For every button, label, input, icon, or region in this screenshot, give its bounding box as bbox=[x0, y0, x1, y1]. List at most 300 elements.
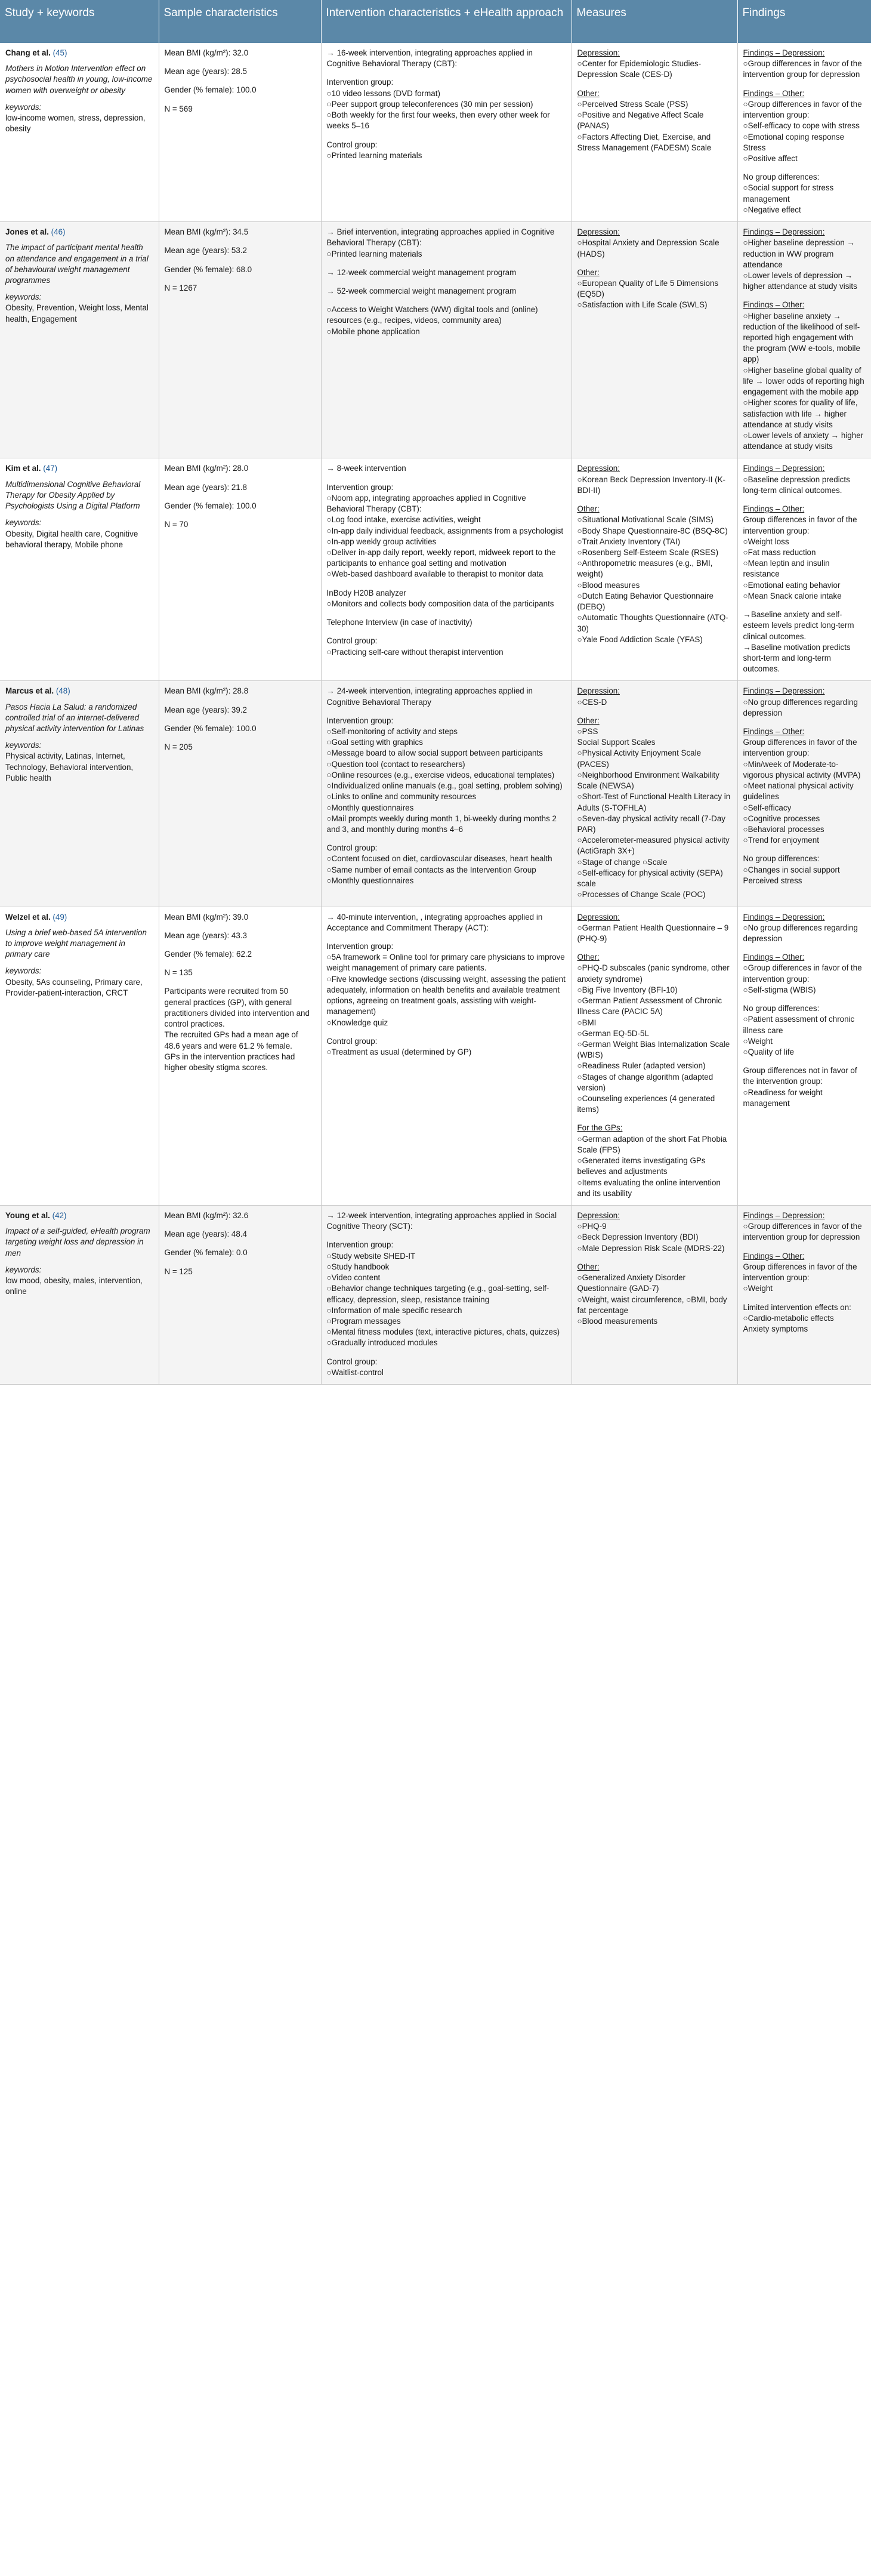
header-intervention: Intervention characteristics + eHealth approach bbox=[321, 0, 572, 43]
spacer bbox=[327, 1028, 566, 1036]
measures-line: ○Big Five Inventory (BFI-10) bbox=[577, 985, 678, 994]
sample-cell bbox=[159, 222, 321, 458]
findings-line: ○Higher baseline anxiety → reduction of the likelihood of self-reported high engagement with the program (WW e-tools, mobile app) bbox=[743, 311, 860, 364]
measures-line: Other: bbox=[577, 716, 600, 725]
measures-line: ○German adaption of the short Fat Phobia Scale (FPS) bbox=[577, 1134, 727, 1154]
sample-line: Mean age (years): 39.2 bbox=[164, 705, 247, 714]
measures-line: ○Accelerometer-measured physical activity (ActiGraph 3X+) bbox=[577, 836, 730, 856]
intervention-line: → 12-week intervention, integrating approaches applied in Social Cognitive Theory (SCT): bbox=[326, 1211, 557, 1231]
study-citation bbox=[5, 48, 153, 58]
spacer bbox=[327, 297, 566, 304]
measures-cell bbox=[572, 1206, 737, 1385]
keywords-label: keywords: bbox=[5, 102, 42, 112]
findings-line: ○Weight bbox=[743, 1284, 773, 1293]
spacer bbox=[327, 69, 566, 77]
keywords-label-text: keywords bbox=[5, 292, 39, 302]
intervention-line: ○Content focused on diet, cardiovascular diseases, heart health bbox=[326, 854, 552, 864]
study-author: Welzel et al. bbox=[5, 912, 51, 922]
keywords-list: low-income women, stress, depression, obesity bbox=[5, 113, 146, 134]
study-citation bbox=[5, 227, 153, 238]
keywords-label-text: keywords bbox=[5, 966, 39, 976]
intervention-cell bbox=[321, 43, 572, 222]
findings-line: ○Group differences in favor of the intervention group for depression bbox=[743, 59, 862, 79]
study-cell bbox=[0, 1206, 159, 1385]
findings-line: Findings – Depression: bbox=[743, 1211, 825, 1220]
study-citation bbox=[5, 686, 153, 697]
reference-link[interactable]: (45) bbox=[52, 48, 67, 57]
spacer bbox=[743, 996, 866, 1003]
study-cell bbox=[0, 43, 159, 222]
measures-line: ○Blood measurements bbox=[577, 1316, 658, 1326]
spacer bbox=[165, 960, 316, 967]
sample-line: Gender (% female): 0.0 bbox=[164, 1248, 248, 1258]
findings-line: Findings – Other: bbox=[743, 953, 805, 962]
findings-line: ○Fat mass reduction bbox=[743, 547, 816, 557]
study-title: Pasos Hacia La Salud: a randomized controlled trial of an internet-delivered physical activity intervention for Latinas bbox=[5, 702, 144, 734]
intervention-line: → Brief intervention, integrating approaches applied in Cognitive Behavioral Therapy (CBT): bbox=[326, 227, 555, 248]
findings-line: →Baseline motivation predicts short-term and long-term outcomes. bbox=[743, 642, 851, 674]
intervention-line: ○Log food intake, exercise activities, weight bbox=[326, 515, 481, 525]
header-measures: Measures bbox=[572, 0, 737, 43]
intervention-line: ○Online resources (e.g., exercise videos, educational templates) bbox=[326, 770, 555, 779]
findings-line: ○Quality of life bbox=[743, 1047, 794, 1056]
spacer bbox=[165, 978, 316, 986]
intervention-line: ○In-app daily individual feedback, assignments from a psychologist bbox=[326, 526, 564, 535]
measures-line: ○German Patient Health Questionnaire – 9 (PHQ-9) bbox=[577, 923, 729, 943]
intervention-line: Control group: bbox=[326, 140, 378, 149]
keywords-list: Obesity, Prevention, Weight loss, Mental health, Engagement bbox=[5, 303, 149, 323]
study-citation bbox=[5, 1210, 153, 1221]
sample-line: Mean BMI (kg/m²): 32.0 bbox=[164, 48, 249, 57]
sample-line: Mean BMI (kg/m²): 28.8 bbox=[164, 686, 249, 696]
findings-line: ○Positive affect bbox=[743, 153, 798, 163]
intervention-line: ○Deliver in-app daily report, weekly report, midweek report to the participants to enhance goal setting and motivation bbox=[326, 547, 556, 568]
findings-line: ○Changes in social support Perceived stress bbox=[743, 865, 840, 885]
findings-line: ○Self-efficacy to cope with stress bbox=[743, 121, 860, 131]
spacer bbox=[743, 846, 866, 853]
measures-cell bbox=[572, 43, 737, 222]
findings-cell bbox=[737, 222, 871, 458]
intervention-line: → 12-week commercial weight management program bbox=[326, 267, 517, 277]
intervention-line: Intervention group: bbox=[326, 941, 394, 951]
measures-line: ○Seven-day physical activity recall (7-Day PAR) bbox=[577, 814, 725, 834]
findings-line: ○Weight bbox=[743, 1036, 773, 1046]
sample-line: Mean BMI (kg/m²): 28.0 bbox=[164, 464, 249, 473]
findings-line: ○Self-stigma (WBIS) bbox=[743, 985, 816, 994]
intervention-line: ○In-app weekly group activities bbox=[326, 537, 437, 546]
measures-line: Other: bbox=[577, 504, 600, 514]
findings-cell bbox=[737, 458, 871, 681]
table-row bbox=[0, 458, 871, 681]
spacer bbox=[577, 496, 732, 504]
spacer bbox=[165, 734, 316, 742]
spacer bbox=[165, 1259, 316, 1267]
findings-line: ○Emotional eating behavior bbox=[743, 580, 841, 590]
intervention-line: ○Practicing self-care without therapist intervention bbox=[326, 647, 504, 657]
intervention-line: ○Video content bbox=[326, 1273, 381, 1283]
keywords-label: keywords: bbox=[5, 292, 42, 302]
findings-line: ○Trend for enjoyment bbox=[743, 836, 819, 845]
findings-cell bbox=[737, 1206, 871, 1385]
spacer bbox=[165, 58, 316, 66]
intervention-line: Telephone Interview (in case of inactivity) bbox=[326, 618, 472, 627]
measures-line: Other: bbox=[577, 267, 600, 277]
sample-line: N = 1267 bbox=[164, 283, 197, 292]
measures-line: Depression: bbox=[577, 912, 620, 922]
sample-line: N = 70 bbox=[164, 520, 189, 529]
keywords-list: Obesity, Digital health care, Cognitive behavioral therapy, Mobile phone bbox=[5, 529, 138, 549]
sample-line: Mean BMI (kg/m²): 39.0 bbox=[164, 912, 249, 922]
measures-line: ○Stages of change algorithm (adapted version) bbox=[577, 1072, 714, 1092]
findings-line: ○Group differences in favor of the intervention group for depression bbox=[743, 1222, 862, 1242]
spacer bbox=[327, 835, 566, 843]
sample-cell bbox=[159, 1206, 321, 1385]
intervention-line: Control group: bbox=[326, 1357, 378, 1366]
sample-line: Gender (% female): 62.2 bbox=[164, 949, 252, 959]
findings-line: ○No group differences regarding depression bbox=[743, 697, 858, 717]
findings-line: Findings – Depression: bbox=[743, 686, 825, 696]
sample-cell bbox=[159, 681, 321, 907]
study-cell bbox=[0, 907, 159, 1205]
measures-line: ○Perceived Stress Scale (PSS) bbox=[577, 99, 688, 109]
keywords-label-text: keywords bbox=[5, 1265, 39, 1274]
spacer bbox=[743, 1243, 866, 1251]
spacer bbox=[327, 708, 566, 716]
spacer bbox=[327, 132, 566, 140]
intervention-cell bbox=[321, 681, 572, 907]
intervention-line: ○Gradually introduced modules bbox=[326, 1338, 438, 1348]
findings-line: ○Lower levels of anxiety → higher attendance at study visits bbox=[743, 431, 864, 451]
findings-line: ○Self-efficacy bbox=[743, 803, 792, 812]
measures-line: ○Satisfaction with Life Scale (SWLS) bbox=[577, 300, 708, 310]
findings-line: Findings – Depression: bbox=[743, 464, 825, 473]
intervention-line: ○Behavior change techniques targeting (e.g., goal-setting, self-efficacy, depression, sleep, resistance training bbox=[326, 1284, 549, 1304]
sample-line: Gender (% female): 100.0 bbox=[164, 723, 257, 733]
findings-line: Group differences in favor of the intervention group: bbox=[743, 1262, 857, 1283]
measures-line: ○Stage of change ○Scale bbox=[577, 857, 668, 867]
findings-line: ○No group differences regarding depression bbox=[743, 923, 858, 943]
spacer bbox=[577, 1115, 732, 1123]
measures-line: Other: bbox=[577, 953, 600, 962]
measures-line: ○Factors Affecting Diet, Exercise, and Stress Management (FADESM) Scale bbox=[577, 132, 712, 152]
intervention-line: ○Study handbook bbox=[326, 1262, 390, 1271]
header-row bbox=[0, 0, 871, 43]
spacer bbox=[165, 511, 316, 519]
spacer bbox=[165, 716, 316, 723]
keywords-label-text: keywords bbox=[5, 741, 39, 750]
intervention-line: ○Links to online and community resources bbox=[326, 792, 477, 802]
sample-cell bbox=[159, 907, 321, 1205]
findings-line: Findings – Other: bbox=[743, 300, 805, 310]
findings-line: ○Cognitive processes bbox=[743, 814, 820, 823]
intervention-line: → 40-minute intervention, , integrating approaches applied in Acceptance and Commitment Therapy (ACT): bbox=[326, 912, 543, 932]
measures-line: ○Generated items investigating GPs believes and adjustments bbox=[577, 1156, 706, 1176]
intervention-line: ○Monitors and collects body composition data of the participants bbox=[326, 599, 554, 608]
findings-line: Findings – Depression: bbox=[743, 48, 825, 57]
study-citation bbox=[5, 463, 153, 474]
measures-line: ○Rosenberg Self-Esteem Scale (RSES) bbox=[577, 547, 719, 557]
sample-line: Mean BMI (kg/m²): 34.5 bbox=[164, 227, 249, 237]
spacer bbox=[165, 257, 316, 264]
spacer bbox=[743, 164, 866, 172]
intervention-line: ○Information of male specific research bbox=[326, 1305, 462, 1315]
measures-line: ○CES-D bbox=[577, 697, 607, 707]
intervention-line: ○Message board to allow social support between participants bbox=[326, 748, 543, 758]
spacer bbox=[165, 77, 316, 85]
sample-line: Mean age (years): 28.5 bbox=[164, 67, 247, 76]
measures-line: For the GPs: bbox=[577, 1123, 623, 1133]
findings-line: →Baseline anxiety and self-esteem levels predict long-term clinical outcomes. bbox=[743, 610, 854, 641]
spacer bbox=[165, 275, 316, 283]
spacer bbox=[165, 941, 316, 949]
findings-line: ○Patient assessment of chronic illness care bbox=[743, 1015, 855, 1035]
findings-cell bbox=[737, 43, 871, 222]
measures-line: ○Self-efficacy for physical activity (SEPA) scale bbox=[577, 868, 723, 889]
keywords-label: keywords: bbox=[5, 1265, 42, 1274]
measures-line: ○PHQ-9 bbox=[577, 1222, 607, 1231]
intervention-cell bbox=[321, 907, 572, 1205]
intervention-line: ○Noom app, integrating approaches applied in Cognitive Behavioral Therapy (CBT): bbox=[326, 493, 526, 514]
spacer bbox=[327, 260, 566, 267]
spacer bbox=[577, 81, 732, 88]
spacer bbox=[165, 238, 316, 245]
measures-line: ○Short-Test of Functional Health Literacy in Adults (S-TOFHLA) bbox=[577, 792, 731, 812]
findings-line: ○Min/week of Moderate-to-vigorous physical activity (MVPA) bbox=[743, 759, 861, 779]
findings-line: Findings – Other: bbox=[743, 504, 805, 514]
sample-line: N = 135 bbox=[164, 968, 193, 978]
sample-cell bbox=[159, 458, 321, 681]
reference-link[interactable]: (47) bbox=[43, 464, 58, 473]
measures-cell bbox=[572, 458, 737, 681]
findings-line: ○Mean Snack calorie intake bbox=[743, 591, 842, 600]
intervention-line: ○Self-monitoring of activity and steps bbox=[326, 727, 458, 737]
spacer bbox=[743, 944, 866, 952]
study-author: Young et al. bbox=[5, 1211, 50, 1220]
measures-line: ○Counseling experiences (4 generated items) bbox=[577, 1094, 715, 1114]
table-row bbox=[0, 907, 871, 1205]
spacer bbox=[743, 292, 866, 300]
spacer bbox=[327, 609, 566, 617]
intervention-line: ○Question tool (contact to researchers) bbox=[326, 759, 465, 769]
keywords-list: low mood, obesity, males, intervention, online bbox=[5, 1276, 143, 1296]
measures-line: ○Beck Depression Inventory (BDI) bbox=[577, 1232, 699, 1242]
spacer bbox=[165, 493, 316, 501]
intervention-line: Intervention group: bbox=[326, 716, 394, 725]
findings-line: ○Emotional coping response bbox=[743, 132, 845, 141]
findings-line: No group differences: bbox=[743, 172, 820, 182]
measures-line: ○PHQ-D subscales (panic syndrome, other anxiety syndrome) bbox=[577, 963, 730, 984]
sample-line: Gender (% female): 100.0 bbox=[164, 501, 257, 510]
intervention-line: ○Mail prompts weekly during month 1, bi-weekly during months 2 and 3, and monthly during months 4–6 bbox=[326, 814, 557, 834]
measures-line: ○Blood measures bbox=[577, 580, 640, 590]
measures-line: ○Center for Epidemiologic Studies-Depression Scale (CES-D) bbox=[577, 59, 702, 79]
sample-line: Gender (% female): 100.0 bbox=[164, 85, 257, 95]
measures-line: ○German EQ-5D-5L bbox=[577, 1028, 649, 1038]
findings-line: Findings – Other: bbox=[743, 727, 805, 737]
header-findings: Findings bbox=[737, 0, 871, 43]
spacer bbox=[743, 81, 866, 88]
spacer bbox=[327, 628, 566, 636]
measures-line: ○Trait Anxiety Inventory (TAI) bbox=[577, 537, 681, 546]
measures-line: ○Physical Activity Enjoyment Scale (PACES) bbox=[577, 748, 702, 769]
intervention-line: Control group: bbox=[326, 843, 378, 853]
measures-line: ○Yale Food Addiction Scale (YFAS) bbox=[577, 634, 703, 644]
measures-line: Other: bbox=[577, 88, 600, 98]
intervention-line: ○Monthly questionnaires bbox=[326, 876, 414, 885]
measures-line: ○Dutch Eating Behavior Questionnaire (DEBQ) bbox=[577, 591, 714, 612]
spacer bbox=[327, 580, 566, 588]
measures-line: Social Support Scales bbox=[577, 738, 656, 747]
findings-line: No group differences: bbox=[743, 854, 820, 864]
spacer bbox=[165, 474, 316, 482]
study-author: Jones et al. bbox=[5, 227, 49, 237]
spacer bbox=[327, 1232, 566, 1240]
study-title: The impact of participant mental health on attendance and engagement in a trial of behavioural weight management programmes bbox=[5, 243, 149, 285]
measures-line: ○Weight, waist circumference, ○BMI, body fat percentage bbox=[577, 1295, 727, 1315]
findings-line: ○Social support for stress management bbox=[743, 183, 834, 204]
findings-line: Findings – Other: bbox=[743, 88, 805, 98]
measures-line: ○German Patient Assessment of Chronic Illness Care (PACIC 5A) bbox=[577, 996, 722, 1016]
intervention-line: ○Program messages bbox=[326, 1316, 401, 1326]
spacer bbox=[165, 96, 316, 104]
measures-line: ○Anthropometric measures (e.g., BMI, weight) bbox=[577, 559, 713, 579]
findings-line: ○Lower levels of depression → higher attendance at study visits bbox=[743, 270, 857, 291]
intervention-line: ○Knowledge quiz bbox=[326, 1018, 388, 1027]
spacer bbox=[327, 1349, 566, 1357]
spacer bbox=[743, 602, 866, 609]
spacer bbox=[327, 933, 566, 941]
header-sample: Sample characteristics bbox=[159, 0, 321, 43]
measures-line: ○German Weight Bias Internalization Scale (WBIS) bbox=[577, 1039, 730, 1060]
findings-line: Anxiety symptoms bbox=[743, 1324, 808, 1333]
intervention-line: ○Study website SHED-IT bbox=[326, 1251, 416, 1261]
measures-line: Depression: bbox=[577, 464, 620, 473]
sample-line: Mean BMI (kg/m²): 32.6 bbox=[164, 1211, 249, 1220]
intervention-line: ○10 video lessons (DVD format) bbox=[326, 88, 440, 98]
study-title: Mothers in Motion Intervention effect on psychosocial health in young, low-income women with overweight or obesity bbox=[5, 64, 153, 95]
study-title: Multidimensional Cognitive Behavioral Therapy for Obesity Applied by Psychologists Using a Digital Platform bbox=[5, 479, 141, 511]
sample-line: N = 125 bbox=[164, 1267, 193, 1276]
sample-line: Gender (% female): 68.0 bbox=[164, 264, 252, 274]
findings-line: ○Higher scores for quality of life, satisfaction with life → higher attendance at study visits bbox=[743, 398, 858, 429]
study-title: Impact of a self-guided, eHealth program targeting weight loss and depression in men bbox=[5, 1227, 150, 1258]
keywords-list: Obesity, 5As counseling, Primary care, Provider-patient-interaction, CRCT bbox=[5, 977, 143, 997]
sample-cell bbox=[159, 43, 321, 222]
spacer bbox=[577, 944, 732, 952]
measures-line: Depression: bbox=[577, 1211, 620, 1220]
intervention-line: ○Monthly questionnaires bbox=[326, 803, 414, 812]
findings-line: ○Weight loss bbox=[743, 537, 789, 546]
measures-line: Depression: bbox=[577, 686, 620, 696]
keywords-label: keywords: bbox=[5, 966, 42, 976]
sample-line: The recruited GPs had a mean age of 48.6 years and were 61.2 % female. bbox=[164, 1030, 298, 1050]
findings-line: Group differences in favor of the intervention group: bbox=[743, 738, 857, 758]
table-row bbox=[0, 222, 871, 458]
intervention-line: ○Individualized online manuals (e.g., goal setting, problem solving) bbox=[326, 781, 563, 791]
intervention-line: ○Web-based dashboard available to therapist to monitor data bbox=[326, 569, 543, 579]
measures-line: Depression: bbox=[577, 48, 620, 57]
findings-line: ○Readiness for weight management bbox=[743, 1087, 823, 1108]
reference-link[interactable]: (49) bbox=[52, 912, 67, 922]
intervention-line: ○Waitlist-control bbox=[326, 1367, 384, 1377]
sample-line: Mean age (years): 48.4 bbox=[164, 1230, 247, 1239]
study-citation bbox=[5, 912, 153, 923]
measures-line: ○Hospital Anxiety and Depression Scale (HADS) bbox=[577, 238, 719, 258]
findings-cell bbox=[737, 681, 871, 907]
findings-line: Findings – Other: bbox=[743, 1251, 805, 1261]
findings-line: Group differences not in favor of the intervention group: bbox=[743, 1066, 857, 1086]
findings-line: ○Group differences in favor of the intervention group: bbox=[743, 99, 862, 120]
spacer bbox=[577, 1254, 732, 1262]
findings-line: ○Behavioral processes bbox=[743, 825, 824, 834]
spacer bbox=[165, 923, 316, 930]
intervention-line: Intervention group: bbox=[326, 78, 394, 87]
measures-line: ○European Quality of Life 5 Dimensions (EQ5D) bbox=[577, 278, 719, 299]
findings-line: ○Negative effect bbox=[743, 205, 801, 214]
measures-cell bbox=[572, 681, 737, 907]
reference-link[interactable]: (48) bbox=[55, 686, 70, 696]
sample-line: N = 569 bbox=[164, 104, 193, 113]
findings-line: ○Baseline depression predicts long-term clinical outcomes. bbox=[743, 474, 850, 495]
measures-line: ○Positive and Negative Affect Scale (PANAS) bbox=[577, 110, 704, 131]
sample-line: Mean age (years): 43.3 bbox=[164, 930, 247, 940]
intervention-line: Intervention group: bbox=[326, 482, 394, 492]
intervention-line: ○Five knowledge sections (discussing weight, assessing the patient adequately, information on health benefits and available treatment options, agreeing on treatment goals, assisting with weight-management) bbox=[326, 974, 566, 1016]
sample-line: GPs in the intervention practices had higher obesity stigma scores. bbox=[164, 1052, 295, 1072]
keywords-label: keywords: bbox=[5, 741, 42, 750]
measures-line: ○BMI bbox=[577, 1018, 597, 1027]
findings-line: ○Group differences in favor of the intervention group: bbox=[743, 963, 862, 984]
table-row bbox=[0, 43, 871, 222]
keywords-label: keywords: bbox=[5, 518, 42, 528]
header-study: Study + keywords bbox=[0, 0, 159, 43]
intervention-line: Intervention group: bbox=[326, 1240, 394, 1250]
reference-link[interactable]: (46) bbox=[51, 227, 66, 237]
measures-line: ○Generalized Anxiety Disorder Questionnaire (GAD-7) bbox=[577, 1273, 686, 1293]
findings-cell bbox=[737, 907, 871, 1205]
intervention-line: ○Peer support group teleconferences (30 min per session) bbox=[326, 99, 533, 109]
spacer bbox=[327, 474, 566, 482]
findings-line: Findings – Depression: bbox=[743, 912, 825, 922]
intervention-line: ○Goal setting with graphics bbox=[326, 738, 423, 747]
table-body bbox=[0, 43, 871, 1385]
intervention-line: ○Mental fitness modules (text, interactive pictures, chats, quizzes) bbox=[326, 1327, 560, 1337]
findings-line: ○Meet national physical activity guidelines bbox=[743, 781, 854, 802]
spacer bbox=[577, 260, 732, 267]
spacer bbox=[743, 1058, 866, 1065]
sample-line: Mean age (years): 21.8 bbox=[164, 482, 247, 492]
intervention-line: ○Treatment as usual (determined by GP) bbox=[326, 1047, 472, 1056]
intervention-line: ○5A framework = Online tool for primary care physicians to improve weight management of primary care patients. bbox=[326, 953, 565, 973]
study-author: Chang et al. bbox=[5, 48, 51, 57]
findings-line: Group differences in favor of the intervention group: bbox=[743, 515, 857, 535]
measures-line: ○Readiness Ruler (adapted version) bbox=[577, 1061, 706, 1071]
measures-line: Other: bbox=[577, 1262, 600, 1271]
measures-line: ○Processes of Change Scale (POC) bbox=[577, 890, 706, 899]
study-title: Using a brief web-based 5A intervention to improve weight management in primary care bbox=[5, 928, 147, 959]
intervention-cell bbox=[321, 1206, 572, 1385]
findings-line: Findings – Depression: bbox=[743, 227, 825, 237]
findings-line: Stress bbox=[743, 143, 766, 152]
intervention-cell bbox=[321, 458, 572, 681]
study-cell bbox=[0, 681, 159, 907]
reference-link[interactable]: (42) bbox=[52, 1211, 67, 1220]
findings-line: ○Higher baseline depression → reduction in WW program attendance bbox=[743, 238, 855, 269]
measures-cell bbox=[572, 907, 737, 1205]
intervention-line: → 8-week intervention bbox=[326, 464, 406, 473]
spacer bbox=[165, 1240, 316, 1247]
intervention-cell bbox=[321, 222, 572, 458]
